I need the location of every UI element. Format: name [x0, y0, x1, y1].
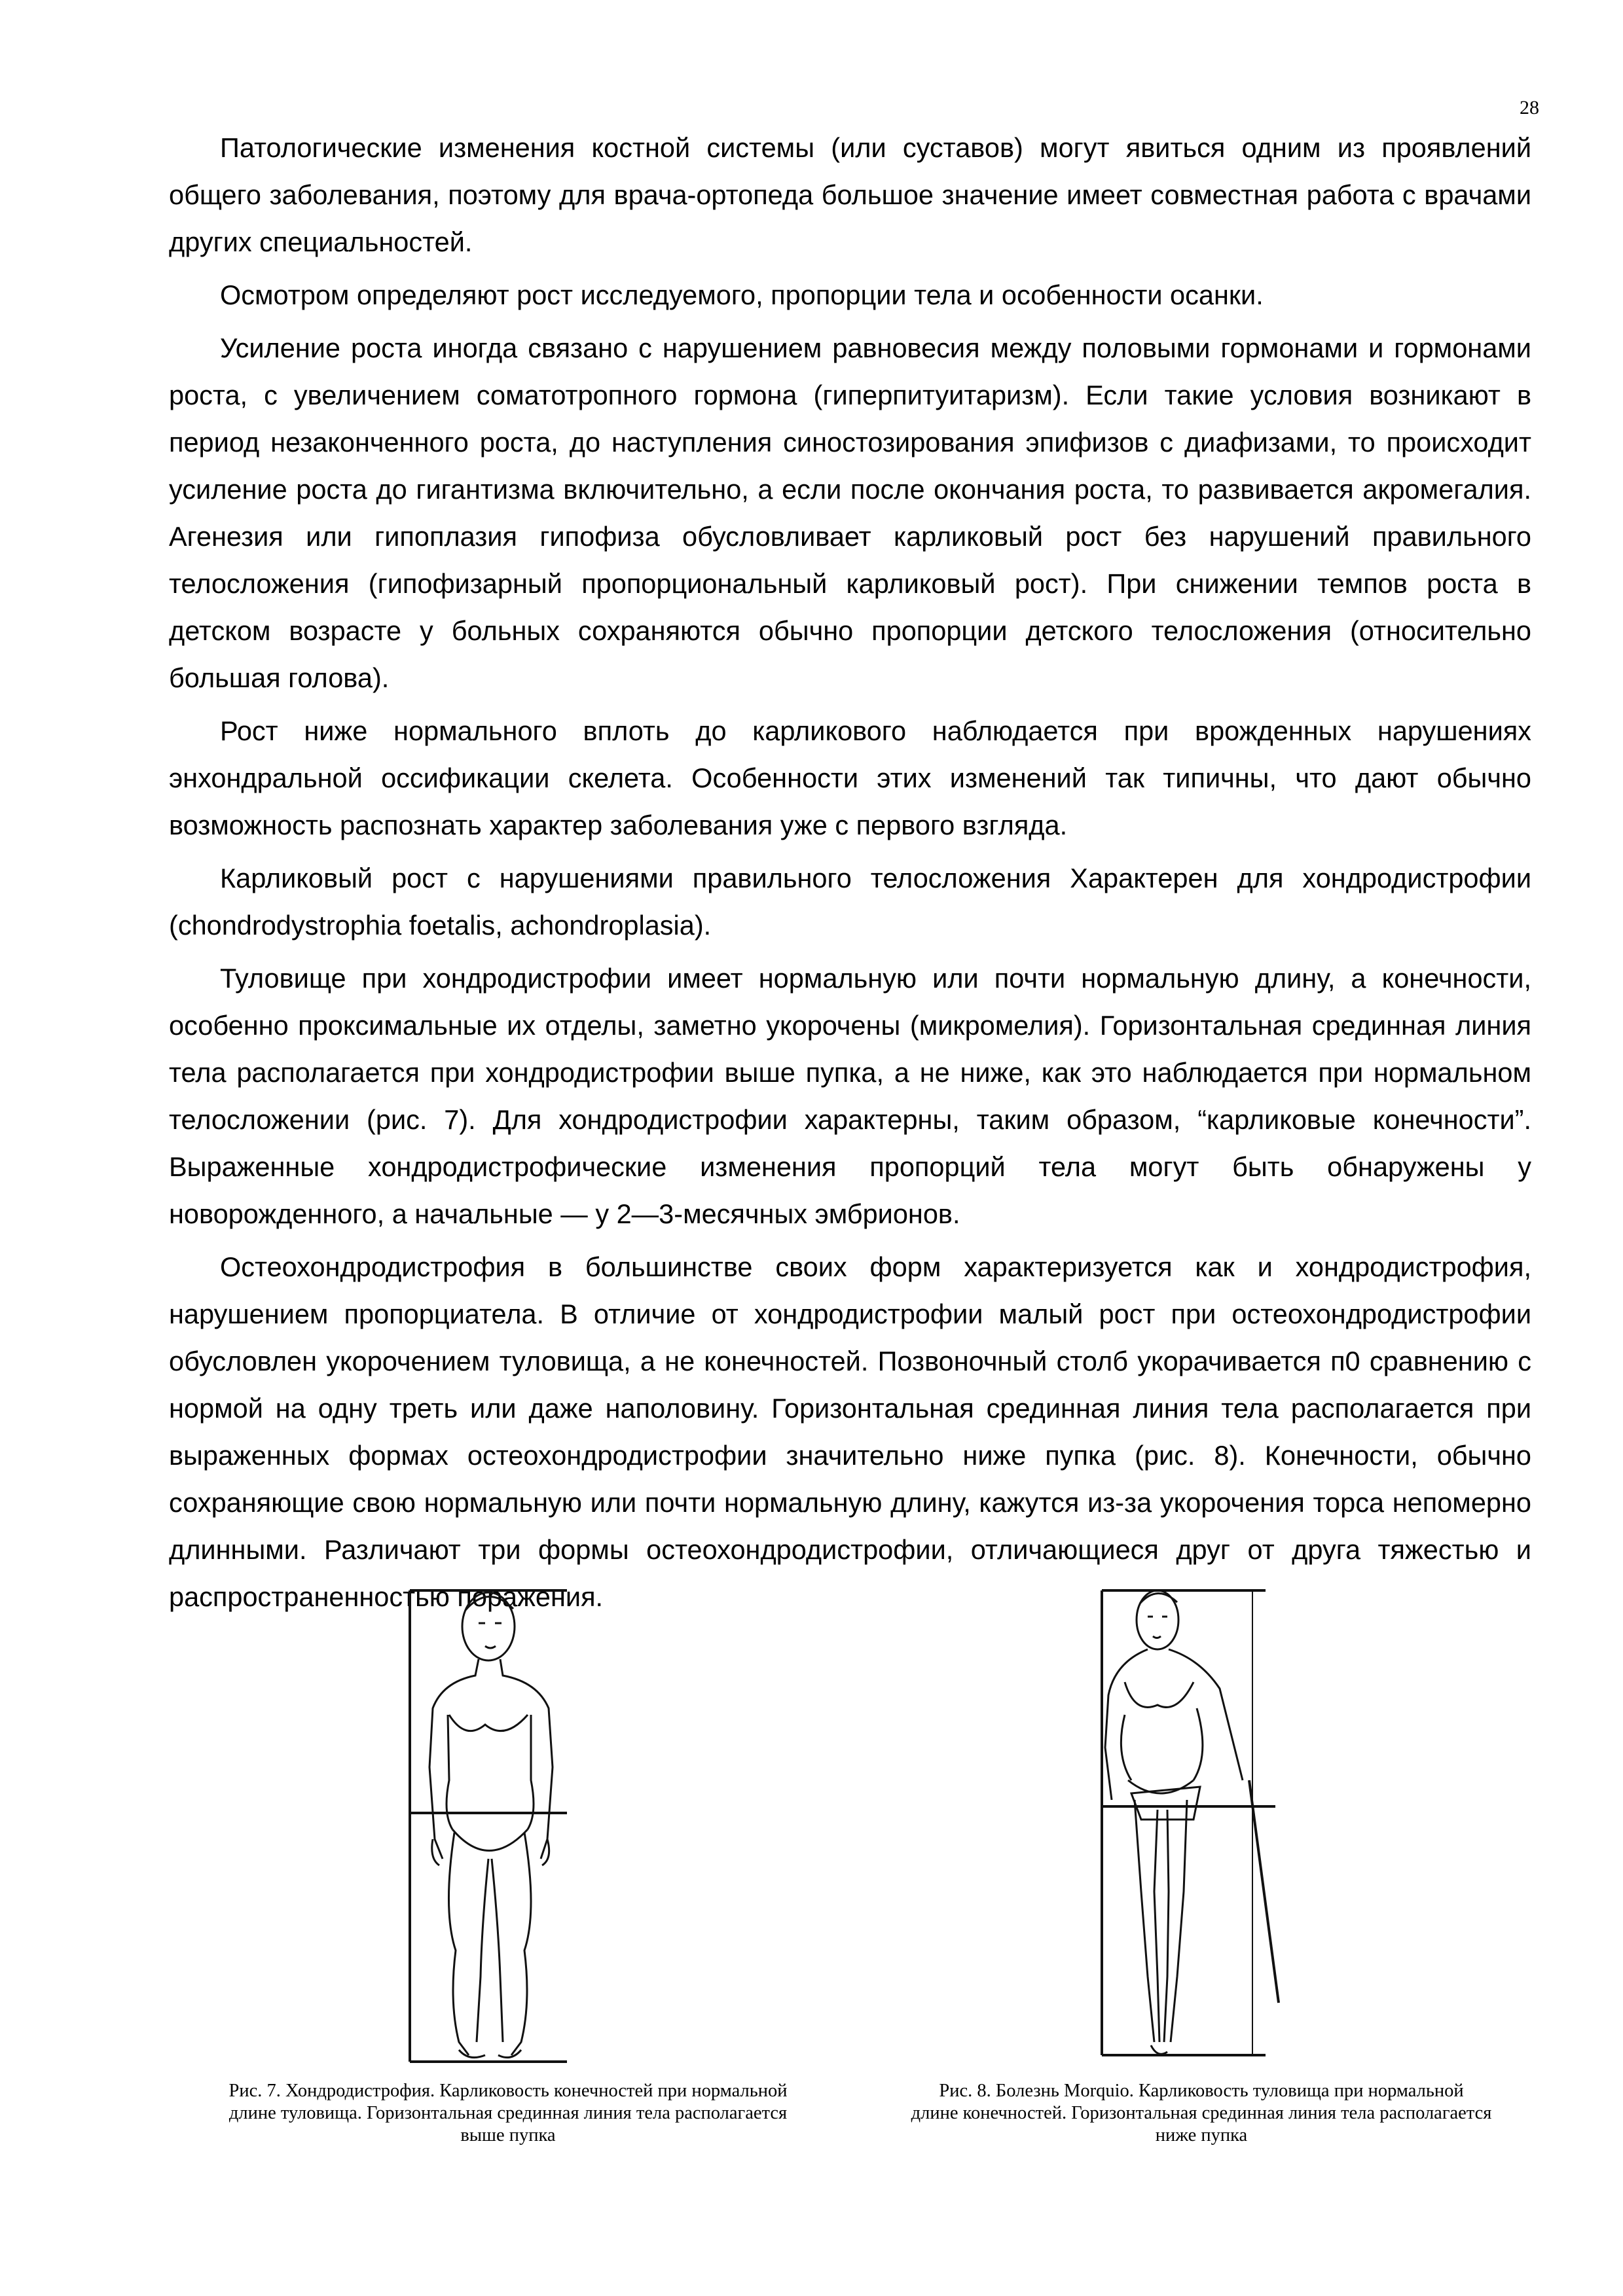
page-number: 28 [1520, 97, 1539, 118]
paragraph: Туловище при хондродистрофии имеет нормальную или почти нормальную длину, а конечности, особенно проксимальные их отделы, заметно укорочены (микромелия). Горизонтальная срединная линия тела располагается при хондродистрофии выше пупка, а не ниже, как это наблюдается при нормальном телосложении (рис. 7). Для хондродистрофии характерны, таким образом, “карликовые конечности”. Выраженные хондродистрофические изменения пропорций тела могут быть обнаружены у новорожденного, а начальные — у 2—3-месячных эмбрионов. [169, 963, 1531, 1229]
paragraph: Остеохондродистрофия в большинстве своих форм характеризуется как и хондродистрофия, нарушением пропорциатела. В отличие от хондродистрофии малый рост при остеохондродистрофии обусловлен укорочением туловища, а не конечностей. Позвоночный столб укорачивается п0 сравнению с нормой на одну треть или даже наполовину. Горизонтальная срединная линия тела располагается при выраженных формах остеохондродистрофии значительно ниже пупка (рис. 8). Конечности, обычно сохраняющие свою нормальную или почти нормальную длину, кажутся из-за укорочения торса непомерно длинными. Различают три формы остеохондродистрофии, отличающиеся друг от друга тяжестью и распространенностью поражения. [169, 1251, 1531, 1612]
figure-8-illustration [1095, 1584, 1318, 2068]
paragraph: Карликовый рост с нарушениями правильного телосложения Характерен для хондродистрофии (chondrodystrophia foetalis, achondroplasia). [169, 863, 1531, 941]
figure-7 [168, 1584, 848, 2147]
paragraph: Патологические изменения костной системы (или суставов) могут явиться одним из проявлений общего заболевания, поэтому для врача-ортопеда большое значение имеет совместная работа с врачами других специальностей. [169, 132, 1531, 257]
caption-line: длине туловища. Горизонтальная срединная линия тела располагается [228, 2103, 788, 2123]
caption-line: длине конечностей. Горизонтальная срединная линия тела располагается [911, 2103, 1492, 2123]
figure-8 [861, 1584, 1542, 2147]
paragraph: Рост ниже нормального вплоть до карликового наблюдается при врожденных нарушениях энхондральной оссификации скелета. Особенности этих изменений так типичны, что дают обычно возможность распознать характер заболевания уже с первого взгляда. [169, 715, 1531, 840]
figure-7-caption [168, 2080, 848, 2147]
figure-8-caption [861, 2080, 1542, 2147]
paragraph: Усиление роста иногда связано с нарушением равновесия между половыми гормонами и гормонами роста, с увеличением соматотропного гормона (гиперпитуитаризм). Если такие условия возникают в период незаконченного роста, до наступления синостозирования эпифизов с диафизами, то происходит усиление роста до гигантизма включительно, а если после окончания роста, то развивается акромегалия. Агенезия или гипоплазия гипофиза обусловливает карликовый рост без нарушений правильного телосложения (гипофизарный пропорциональный карликовый рост). При снижении темпов роста в детском возрасте у больных сохраняются обычно пропорции детского телосложения (относительно большая голова). [169, 332, 1531, 693]
caption-line: Рис. 8. Болезнь Morquio. Карликовость туловища при нормальной [939, 2081, 1464, 2101]
paragraph: Осмотром определяют рост исследуемого, пропорции тела и особенности осанки. [220, 279, 1264, 310]
body-text [169, 124, 1531, 1621]
figure-7-illustration [403, 1584, 626, 2068]
caption-line: выше пупка [460, 2125, 556, 2145]
caption-line: ниже пупка [1155, 2125, 1248, 2145]
caption-line: Рис. 7. Хондродистрофия. Карликовость конечностей при нормальной [228, 2081, 788, 2101]
